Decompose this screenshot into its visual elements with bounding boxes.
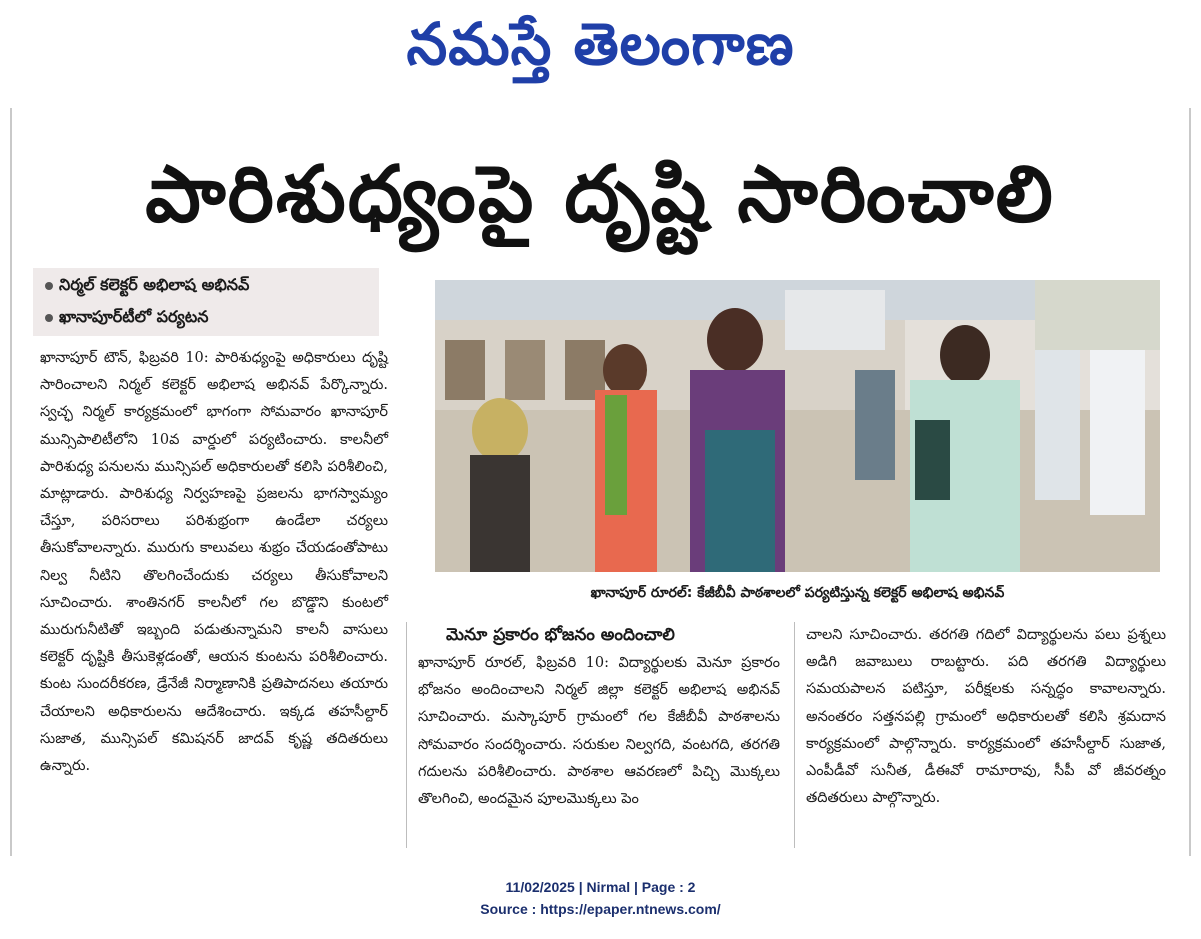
column-divider: [406, 622, 407, 848]
highlights-box: [33, 268, 379, 336]
page-footer: [0, 876, 1201, 920]
masthead-title: నమస్తే తెలంగాణ: [406, 10, 795, 78]
news-photo: [435, 280, 1160, 572]
newspaper-masthead: [0, 4, 1201, 84]
footer-date-page: 11/02/2025 | Nirmal | Page : 2: [505, 879, 696, 895]
bullet-icon: [45, 314, 53, 322]
story1-body: ఖానాపూర్ టౌన్, ఫిబ్రవరి 10: పారిశుధ్యంపై అధికారులు దృష్టి సారించాలని నిర్మల్ కలెక్టర్ అభిలాష అభినవ్ పేర్కొన్నారు. స్వచ్ఛ నిర్మల్ కార్యక్రమంలో భాగంగా సోమవారం ఖానాపూర్ మున్సిపాలిటీలోని 10వ వార్డులో పర్యటించారు. కాలనీలో పారిశుధ్య పనులను మున్సిపల్ అధికారులతో కలిసి పరిశీలించి, మాట్లాడారు. పారిశుధ్య నిర్వహణపై ప్రజలను భాగస్వామ్యం చేస్తూ, పరిసరాలు పరిశుభ్రంగా ఉండేలా చర్యలు తీసుకోవాలన్నారు. మురుగు కాలువలు శుభ్రం చేయడంతోపాటు నిల్వ నీటిని తొలగించేందుకు చర్యలు తీసుకోవాలని సూచించారు. శాంతినగర్ కాలనీలో గల బొడ్డొని కుంటలో మురుగునీటితో ఇబ్బంది పడుతున్నామని కాలనీ వాసులు కలెక్టర్ దృష్టికి తీసుకెళ్లడంతో, ఆయన కుంటను పరిశీలించారు. కుంట సుందరీకరణ, డ్రేనేజీ నిర్మాణానికి ప్రతిపాదనలు తయారు చేయాలని అధికారులను ఆదేశించారు. ఇక్కడ తహసీల్దార్ సుజాత, మున్సిపల్ కమిషనర్ జాదవ్ కృష్ణ తదితరులు ఉన్నారు.: [40, 350, 388, 775]
photo-illustration: [435, 280, 1160, 572]
column-divider: [794, 622, 795, 848]
photo-caption: ఖానాపూర్ రూరల్: కేజీబీవీ పాఠశాలలో పర్యటిస్తున్న కలెక్టర్ అభిలాష అభినవ్: [590, 585, 1005, 601]
story2-body-left: ఖానాపూర్ రూరల్, ఫిబ్రవరి 10: విద్యార్థులకు మెనూ ప్రకారం భోజనం అందించాలని నిర్మల్ జిల్లా కలెక్టర్ అభిలాష అభినవ్ సూచించారు. మస్కాపూర్ గ్రామంలో గల కేజీబీవీ పాఠశాలను సోమవారం సందర్శించారు. సరుకుల నిల్వగది, వంటగది, తరగతి గదులను పరిశీలించారు. పాఠశాల ఆవరణలో పిచ్చి మొక్కలు తొలగించి, అందమైన పూలమొక్కలు పెం: [418, 655, 780, 808]
footer-source-link[interactable]: Source : https://epaper.ntnews.com/: [480, 901, 721, 917]
story2-subheading: మెనూ ప్రకారం భోజనం అందించాలి: [446, 625, 675, 645]
highlight-item: ఖానాపూర్‌టీలో పర్యటన: [33, 302, 379, 332]
story2-body-right: చాలని సూచించారు. తరగతి గదిలో విద్యార్థులను పలు ప్రశ్నలు అడిగి జవాబులు రాబట్టారు. పది తరగతి విద్యార్థులు సమయపాలన పటిస్తూ, పరీక్షలకు సన్నద్ధం కావాలన్నారు. అనంతరం సత్తనపల్లి గ్రామంలో అధికారులతో కలిసి శ్రమదాన కార్యక్రమంలో పాల్గొన్నారు. కార్యక్రమంలో తహసీల్దార్ సుజాత, ఎంపీడీవో సునీత, డీఈవో రామారావు, సీపీ వో జీవరత్నం తదితరులు పాల్గొన్నారు.: [806, 627, 1166, 807]
bullet-icon: [45, 282, 53, 290]
article-headline: పారిశుధ్యంపై దృష్టి సారించాలి: [145, 150, 1055, 240]
highlight-item: నిర్మల్ కలెక్టర్ అభిలాష అభినవ్: [33, 270, 379, 300]
